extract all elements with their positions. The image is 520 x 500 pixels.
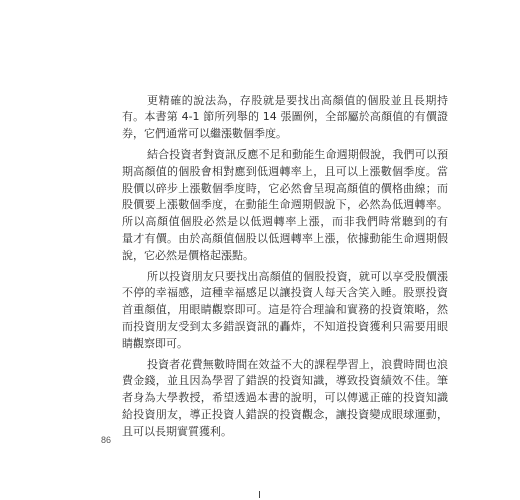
text-line: 量才有價。由於高顏值個股以低週轉率上漲，依據動能生命週期假 — [122, 231, 448, 245]
text-line: 結合投資者對資訊反應不足和動能生命週期假說，我們可以預 — [147, 147, 448, 161]
text-line: 有。本書第 4-1 節所列舉的 14 張圖例，全部屬於高顏值的有價證 — [122, 110, 448, 124]
paragraph-2 — [122, 147, 448, 265]
paragraph-1 — [122, 93, 448, 143]
text-line: 說，它必然是價格起漲點。 — [122, 248, 254, 262]
text-line: 而投資朋友受到太多錯誤資訊的轟炸，不知道投資獲利只需要用眼 — [122, 319, 448, 333]
text-line: 者身為大學教授，希望透過本書的說明，可以傳遞正確的投資知識 — [122, 391, 448, 405]
paragraph-3 — [122, 269, 448, 353]
text-line: 費金錢，並且因為學習了錯誤的投資知識，導致投資績效不佳。筆 — [122, 374, 448, 388]
text-line: 更精確的說法為，存股就是要找出高顏值的個股並且長期持 — [147, 93, 448, 107]
text-line: 股價要上漲數個季度，在動能生命週期假說下，必然為低週轉率。 — [122, 198, 448, 212]
binding-mark — [259, 491, 260, 498]
text-line: 首重顏值，用眼睛觀察即可。這是符合理論和實務的投資策略，然 — [122, 303, 448, 317]
text-line: 不停的幸福感，這種幸福感足以讓投資人每天含笑入睡。股票投資 — [122, 286, 448, 300]
text-line: 給投資朋友，導正投資人錯誤的投資觀念，讓投資變成眼球運動， — [122, 407, 448, 421]
page-number: 86 — [101, 435, 112, 445]
text-line: 睛觀察即可。 — [122, 336, 188, 350]
text-line: 期高顏值的個股會相對應到低週轉率上，且可以上漲數個季度。當 — [122, 164, 448, 178]
text-line: 投資者花費無數時間在效益不大的課程學習上，浪費時間也浪 — [147, 357, 448, 371]
paragraph-4 — [122, 357, 448, 441]
text-line: 且可以長期實質獲利。 — [122, 424, 232, 438]
text-line: 股價以碎步上漲數個季度時，它必然會呈現高顏值的價格曲線；而 — [122, 181, 448, 195]
text-line: 所以高顏值個股必然是以低週轉率上漲，而非我們時常聽到的有 — [122, 215, 448, 229]
body-text — [122, 93, 448, 445]
text-line: 所以投資朋友只要找出高顏值的個股投資，就可以享受股價漲 — [147, 269, 448, 283]
text-line: 券，它們通常可以繼漲數個季度。 — [122, 127, 287, 141]
